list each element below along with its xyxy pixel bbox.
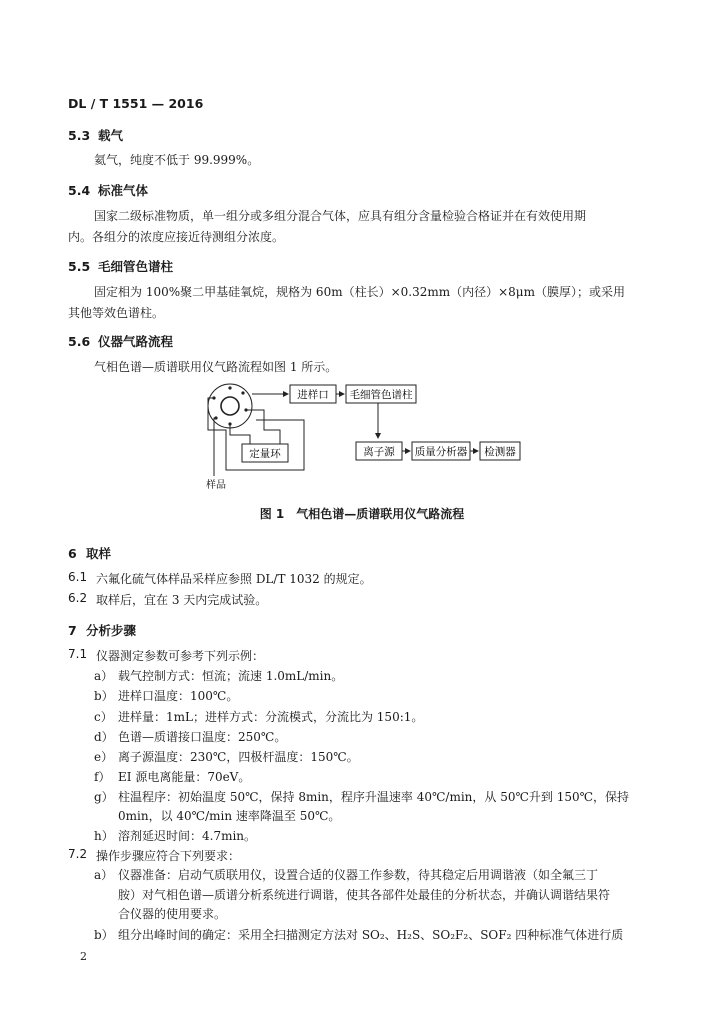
list-item-text: EI 源电离能量：70eV。 — [118, 770, 251, 784]
list-item-text: 色谱—质谱接口温度：250℃。 — [118, 730, 287, 744]
column-label: 毛细管色谱柱 — [349, 389, 413, 401]
page-number: 2 — [80, 950, 87, 963]
detector-label: 检测器 — [484, 446, 516, 458]
section-title: 毛细管色谱柱 — [98, 259, 174, 274]
section-number: 6 — [68, 546, 77, 561]
list-item-text-continued: 合仪器的使用要求。 — [118, 907, 227, 921]
list-item-text: 进样量：1mL；进样方式：分流模式，分流比为 150:1。 — [118, 710, 424, 724]
clause-number: 6.2 — [68, 591, 88, 605]
section-title: 载气 — [98, 128, 124, 143]
standard-header: DL / T 1551 — 2016 — [68, 96, 204, 111]
list-item-label: b） — [94, 689, 114, 703]
clause-text: 取样后，宜在 3 天内完成试验。 — [96, 593, 268, 607]
list-item-text: 仪器准备：启动气质联用仪，设置合适的仪器工作参数，待其稳定后用调谐液（如全氟三丁 — [118, 868, 599, 882]
section-title: 取样 — [86, 546, 112, 561]
section-number: 5.4 — [68, 183, 91, 198]
list-item-label: a） — [94, 669, 114, 683]
list-item-text: 组分出峰时间的确定：采用全扫描测定方法对 SO₂、H₂S、SO₂F₂、SOF₂ 四种标准气体进行质 — [118, 928, 624, 942]
section-number: 7 — [68, 623, 77, 638]
section-5-3-heading — [68, 126, 123, 144]
list-item-label: a） — [94, 868, 114, 882]
clause-number: 7.1 — [68, 647, 88, 661]
list-item-label: f） — [94, 770, 111, 784]
section-title: 仪器气路流程 — [98, 334, 174, 349]
list-item-text-continued: 0min，以 40℃/min 速率降温至 50℃。 — [118, 809, 341, 823]
section-number: 5.5 — [68, 259, 91, 274]
list-item-label: b） — [94, 928, 114, 942]
section-title: 标准气体 — [98, 183, 149, 198]
paragraph-line: 内。各组分的浓度应接近待测组分浓度。 — [68, 230, 285, 244]
list-item-text: 载气控制方式：恒流；流速 1.0mL/min。 — [118, 669, 344, 683]
paragraph-line: 国家二级标准物质，单一组分或多组分混合气体，应具有组分含量检验合格证并在有效使用期 — [94, 209, 587, 223]
valve-inner — [221, 397, 239, 415]
list-item-text-continued: 胺）对气相色谱—质谱分析系统进行调谐，使其各部件处最佳的分析状态，并确认调谐结果符 — [118, 888, 611, 902]
list-item-label: g） — [94, 790, 114, 804]
list-item-label: d） — [94, 730, 114, 744]
clause-number: 7.2 — [68, 847, 88, 861]
clause-text: 仪器测定参数可参考下列示例： — [96, 649, 265, 663]
list-item-text: 溶剂延迟时间：4.7min。 — [118, 829, 257, 843]
list-item-text: 进样口温度：100℃。 — [118, 689, 239, 703]
valve-outer — [208, 384, 252, 428]
section-title: 分析步骤 — [86, 623, 137, 638]
paragraph: 气相色谱—质谱联用仪气路流程如图 1 所示。 — [94, 360, 338, 374]
clause-number: 6.1 — [68, 570, 88, 584]
mass-analyzer-label: 质量分析器 — [414, 446, 468, 458]
section-5-6-heading — [68, 332, 173, 350]
list-item-label: h） — [94, 829, 114, 843]
section-number: 5.3 — [68, 128, 91, 143]
section-7-heading — [68, 621, 136, 639]
list-item-label: e） — [94, 750, 114, 764]
paragraph-line: 固定相为 100%聚二甲基硅氧烷，规格为 60m（柱长）×0.32mm（内径）×8μm（膜厚）；或采用 — [94, 285, 625, 299]
list-item-text: 离子源温度：230℃，四极杆温度：150℃。 — [118, 750, 359, 764]
loop-label: 定量环 — [249, 448, 281, 460]
section-number: 5.6 — [68, 334, 91, 349]
gas-path-flow-diagram — [180, 380, 540, 495]
sample-label: 样品 — [206, 480, 226, 491]
section-5-4-heading — [68, 181, 148, 199]
section-5-5-heading — [68, 257, 173, 275]
ion-source-label: 离子源 — [363, 446, 395, 458]
inlet-label: 进样口 — [297, 389, 329, 401]
paragraph-line: 其他等效色谱柱。 — [68, 306, 165, 320]
clause-text: 六氟化硫气体样品采样应参照 DL/T 1032 的规定。 — [96, 572, 372, 586]
list-item-text: 柱温程序：初始温度 50℃，保持 8min，程序升温速率 40℃/min，从 50℃升到 150℃，保持 — [118, 790, 630, 804]
list-item-label: c） — [94, 710, 113, 724]
clause-text: 操作步骤应符合下列要求： — [96, 849, 241, 863]
section-6-heading — [68, 544, 111, 562]
figure-caption: 图 1 气相色谱—质谱联用仪气路流程 — [259, 507, 465, 521]
paragraph: 氦气，纯度不低于 99.999%。 — [94, 153, 260, 167]
